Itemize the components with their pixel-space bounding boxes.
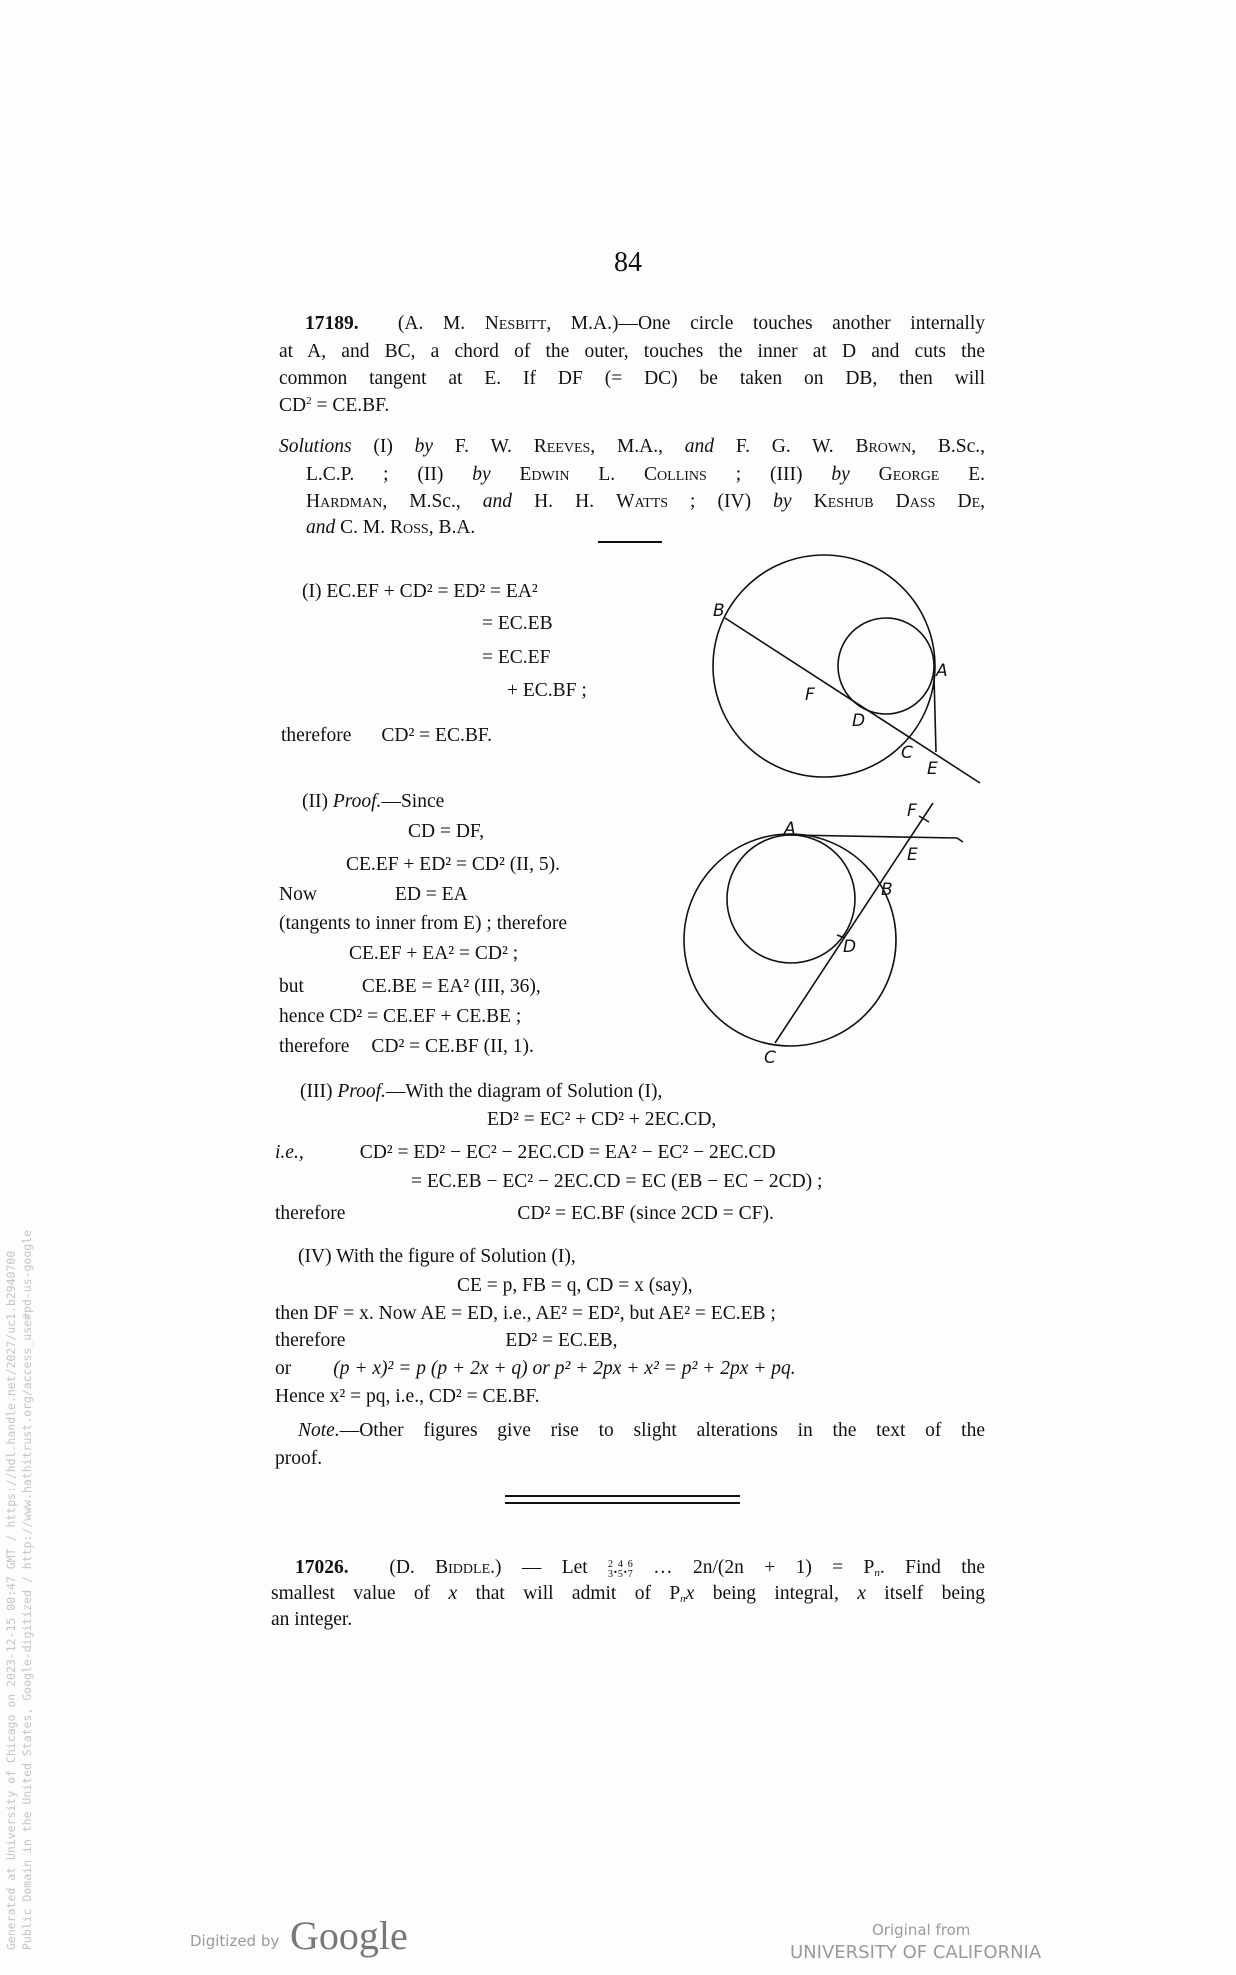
name-text: George bbox=[878, 464, 940, 485]
text: —Since bbox=[381, 791, 445, 812]
italic-text: and bbox=[482, 491, 513, 512]
institution-label: UNIVERSITY OF CALIFORNIA bbox=[790, 1942, 1042, 1963]
text-run: F. W. bbox=[433, 436, 534, 457]
text-run: F. G. W. bbox=[714, 436, 856, 457]
text-run: C. M. bbox=[335, 517, 390, 538]
sol4-line-6: Hence x² = pq, i.e., CD² = CE.BF. bbox=[275, 1386, 540, 1407]
problem-17026-line-2 bbox=[271, 1582, 985, 1606]
problem-number: 17026. bbox=[295, 1557, 349, 1578]
therefore-label: therefore bbox=[275, 1203, 346, 1224]
sol3-line-2: ED² = EC² + CD² + 2EC.CD, bbox=[487, 1109, 717, 1130]
sol2-line-7 bbox=[279, 975, 541, 999]
italic-text: by bbox=[472, 464, 491, 485]
var-x: x bbox=[857, 1583, 866, 1604]
subscript-n: n bbox=[680, 1593, 686, 1605]
watermark-line-1: Generated at University of Chicago on 2023-12-15 00:47 GMT / https://hdl.handle.net/2027/uc1.b2940700 bbox=[4, 1250, 18, 1950]
note-line-1 bbox=[298, 1419, 985, 1443]
note-label: Note. bbox=[298, 1420, 340, 1441]
digitized-by-label: Digitized by bbox=[190, 1932, 280, 1950]
author-open: (D. bbox=[389, 1557, 436, 1578]
name-text: Ross bbox=[389, 517, 429, 538]
label-e: E bbox=[927, 759, 938, 779]
text-run: ; (IV) bbox=[667, 491, 774, 512]
text-run: ; (III) bbox=[706, 464, 832, 485]
label-d: D bbox=[852, 711, 866, 731]
tangent-line-2 bbox=[790, 835, 963, 842]
sol3-line-5 bbox=[275, 1202, 774, 1226]
cd: CD bbox=[279, 395, 307, 416]
text-run: , B.Sc., bbox=[911, 436, 986, 457]
name-text: Keshub Dass De bbox=[813, 491, 981, 512]
text-run: , M.Sc., bbox=[382, 491, 483, 512]
note-text: —Other figures give rise to slight alterations in the text of the bbox=[339, 1420, 985, 1441]
label-e-2: E bbox=[907, 845, 918, 865]
watermark-line-2: Public Domain in the United States, Google-digitized / http://www.hathitrust.org/access_use#pd-us-google bbox=[20, 1229, 34, 1950]
denominator: 3 bbox=[608, 1569, 614, 1580]
sol3-line-3 bbox=[275, 1141, 776, 1165]
author-close: .) — Let bbox=[490, 1557, 609, 1578]
label-f: F bbox=[805, 685, 815, 705]
name-text: Edwin bbox=[519, 464, 570, 485]
text-run: H. H. bbox=[512, 491, 617, 512]
sol2-line-5: (tangents to inner from E) ; therefore bbox=[279, 913, 568, 934]
equation: CD² = CE.BF (II, 1). bbox=[371, 1036, 534, 1057]
fraction-2 bbox=[618, 1560, 623, 1580]
numerator: 6 bbox=[627, 1559, 633, 1570]
label-c: C bbox=[901, 743, 913, 763]
author-name: Biddle bbox=[435, 1557, 491, 1578]
name-text: Hardman bbox=[306, 491, 383, 512]
text: smallest value of bbox=[271, 1583, 449, 1604]
text: that will admit of P bbox=[457, 1583, 681, 1604]
therefore-label: therefore bbox=[279, 1036, 350, 1057]
italic-text: Solutions bbox=[279, 436, 352, 457]
secant-line-2 bbox=[775, 803, 933, 1043]
google-logo: Google bbox=[290, 1913, 408, 1958]
sol4-line-1: (IV) With the figure of Solution (I), bbox=[298, 1246, 576, 1267]
equation: ED = EA bbox=[394, 884, 468, 905]
sol2-line-1 bbox=[302, 790, 444, 814]
therefore-label: therefore bbox=[275, 1330, 346, 1351]
therefore-label: therefore bbox=[281, 725, 352, 746]
text-run: , bbox=[980, 491, 985, 512]
but-label: but bbox=[279, 976, 304, 997]
note-line-2: proof. bbox=[275, 1448, 323, 1469]
equation: CE.BE = EA² (III, 36), bbox=[361, 976, 541, 997]
ie-label: i.e., bbox=[275, 1142, 304, 1163]
figure-2 bbox=[684, 801, 963, 1068]
inner-circle-2 bbox=[727, 835, 855, 963]
text: —With the diagram of Solution (I), bbox=[385, 1081, 663, 1102]
name-text: Watts bbox=[616, 491, 668, 512]
sol2-line-8: hence CD² = CE.EF + CE.BE ; bbox=[279, 1006, 522, 1027]
sol4-line-4 bbox=[275, 1329, 618, 1353]
name-text: Reeves bbox=[533, 436, 591, 457]
find-text: . Find the bbox=[879, 1557, 986, 1578]
proof-label: Proof. bbox=[332, 791, 382, 812]
equation: ED² = EC.EB, bbox=[505, 1330, 618, 1351]
italic-text: and bbox=[306, 517, 336, 538]
label-b-2: B bbox=[881, 880, 893, 900]
sol3-line-4: = EC.EB − EC² − 2EC.CD = EC (EB − EC − 2CD) ; bbox=[411, 1171, 823, 1192]
italic-text: by bbox=[414, 436, 434, 457]
var-x: x bbox=[685, 1583, 695, 1604]
fraction-1 bbox=[608, 1560, 613, 1580]
sol3-line-1 bbox=[300, 1080, 662, 1104]
sol2-line-3: CE.EF + ED² = CD² (II, 5). bbox=[346, 854, 561, 875]
text: itself being bbox=[865, 1583, 985, 1604]
sol1-line-1: (I) EC.EF + CD² = ED² = EA² bbox=[302, 581, 538, 602]
label-f-2: F bbox=[907, 801, 917, 821]
subscript-n: n bbox=[874, 1567, 880, 1579]
name-text: Collins bbox=[644, 464, 707, 485]
author-name: Nesbitt bbox=[484, 313, 547, 334]
var-x: x bbox=[448, 1583, 458, 1604]
name-text: Brown bbox=[855, 436, 912, 457]
ce-bf: = CE.BF. bbox=[311, 395, 390, 416]
exponent: 2 bbox=[306, 395, 312, 407]
original-from-label: Original from bbox=[872, 1921, 971, 1939]
label-d-2: D bbox=[843, 937, 857, 957]
denominator: 5 bbox=[617, 1569, 623, 1580]
text-run: (I) bbox=[351, 436, 415, 457]
tangent-ae bbox=[934, 676, 936, 752]
double-rule-top bbox=[505, 1495, 740, 1497]
equation: (p + x)² = p (p + 2x + q) or p² + 2px + x² = p² + 2px + pq. bbox=[333, 1358, 796, 1379]
author-open: (A. M. bbox=[397, 313, 485, 334]
italic-text: by bbox=[773, 491, 792, 512]
page-number: 84 bbox=[614, 247, 642, 278]
sol4-line-2: CE = p, FB = q, CD = x (say), bbox=[457, 1275, 693, 1296]
product-expression: … 2n/(2n + 1) = P bbox=[632, 1557, 875, 1578]
label-b: B bbox=[713, 601, 725, 621]
sol4-line-5 bbox=[275, 1357, 796, 1381]
problem-17026-line-3: an integer. bbox=[271, 1609, 353, 1630]
sol1-line-3: = EC.EF bbox=[482, 647, 551, 668]
italic-text: by bbox=[831, 464, 850, 485]
equation: CD² = EC.BF. bbox=[381, 725, 493, 746]
label: (II) bbox=[302, 791, 333, 812]
problem-17189-line-2: at A, and BC, a chord of the outer, touches the inner at D and cuts the bbox=[279, 341, 985, 362]
numerator: 4 bbox=[617, 1559, 623, 1570]
italic-text: and bbox=[684, 436, 715, 457]
text-run: L. bbox=[569, 464, 645, 485]
label-a-2: A bbox=[784, 819, 796, 839]
text-run: , B.A. bbox=[428, 517, 476, 538]
sol1-line-4: + EC.BF ; bbox=[507, 680, 587, 701]
problem-17026-line-1: 17026. (D. Biddle.) — Let 2 3 . 4 5 . 6 7 … $2n/(2n + 1) = P_n$. Find the bbox=[295, 1557, 986, 1580]
sol4-line-3: then DF = x. Now AE = ED, i.e., AE² = ED², but AE² = EC.EB ; bbox=[275, 1303, 776, 1324]
numerator: 2 bbox=[608, 1559, 614, 1570]
text-run: E. bbox=[939, 464, 986, 485]
text-run: , M.A., bbox=[590, 436, 685, 457]
outer-circle-2 bbox=[684, 834, 896, 1046]
problem-text: , M.A.)—One circle touches another internally bbox=[546, 313, 985, 334]
text: being integral, bbox=[694, 1583, 858, 1604]
problem-number: 17189. bbox=[305, 313, 359, 334]
equation: CD² = ED² − EC² − 2EC.CD = EA² − EC² − 2EC.CD bbox=[359, 1142, 776, 1163]
proof-label: Proof. bbox=[337, 1081, 386, 1102]
equation: CD² = EC.BF (since 2CD = CF). bbox=[517, 1203, 774, 1224]
label-c-2: C bbox=[764, 1048, 776, 1068]
sol2-line-4 bbox=[279, 883, 468, 907]
label-a: A bbox=[936, 661, 948, 681]
or-label: or bbox=[275, 1358, 292, 1379]
sol2-line-2: CD = DF, bbox=[408, 821, 485, 842]
sol1-line-2: = EC.EB bbox=[482, 613, 553, 634]
sol2-line-9 bbox=[279, 1035, 534, 1059]
sol2-line-6: CE.EF + EA² = CD² ; bbox=[349, 943, 519, 964]
double-rule-bottom bbox=[505, 1502, 740, 1504]
now-label: Now bbox=[279, 884, 317, 905]
denominator: 7 bbox=[627, 1569, 633, 1580]
problem-17189-line-3: common tangent at E. If DF (= DC) be taken on DB, then will bbox=[279, 368, 985, 389]
text-run: L.C.P. ; (II) bbox=[306, 464, 473, 485]
label: (III) bbox=[300, 1081, 338, 1102]
